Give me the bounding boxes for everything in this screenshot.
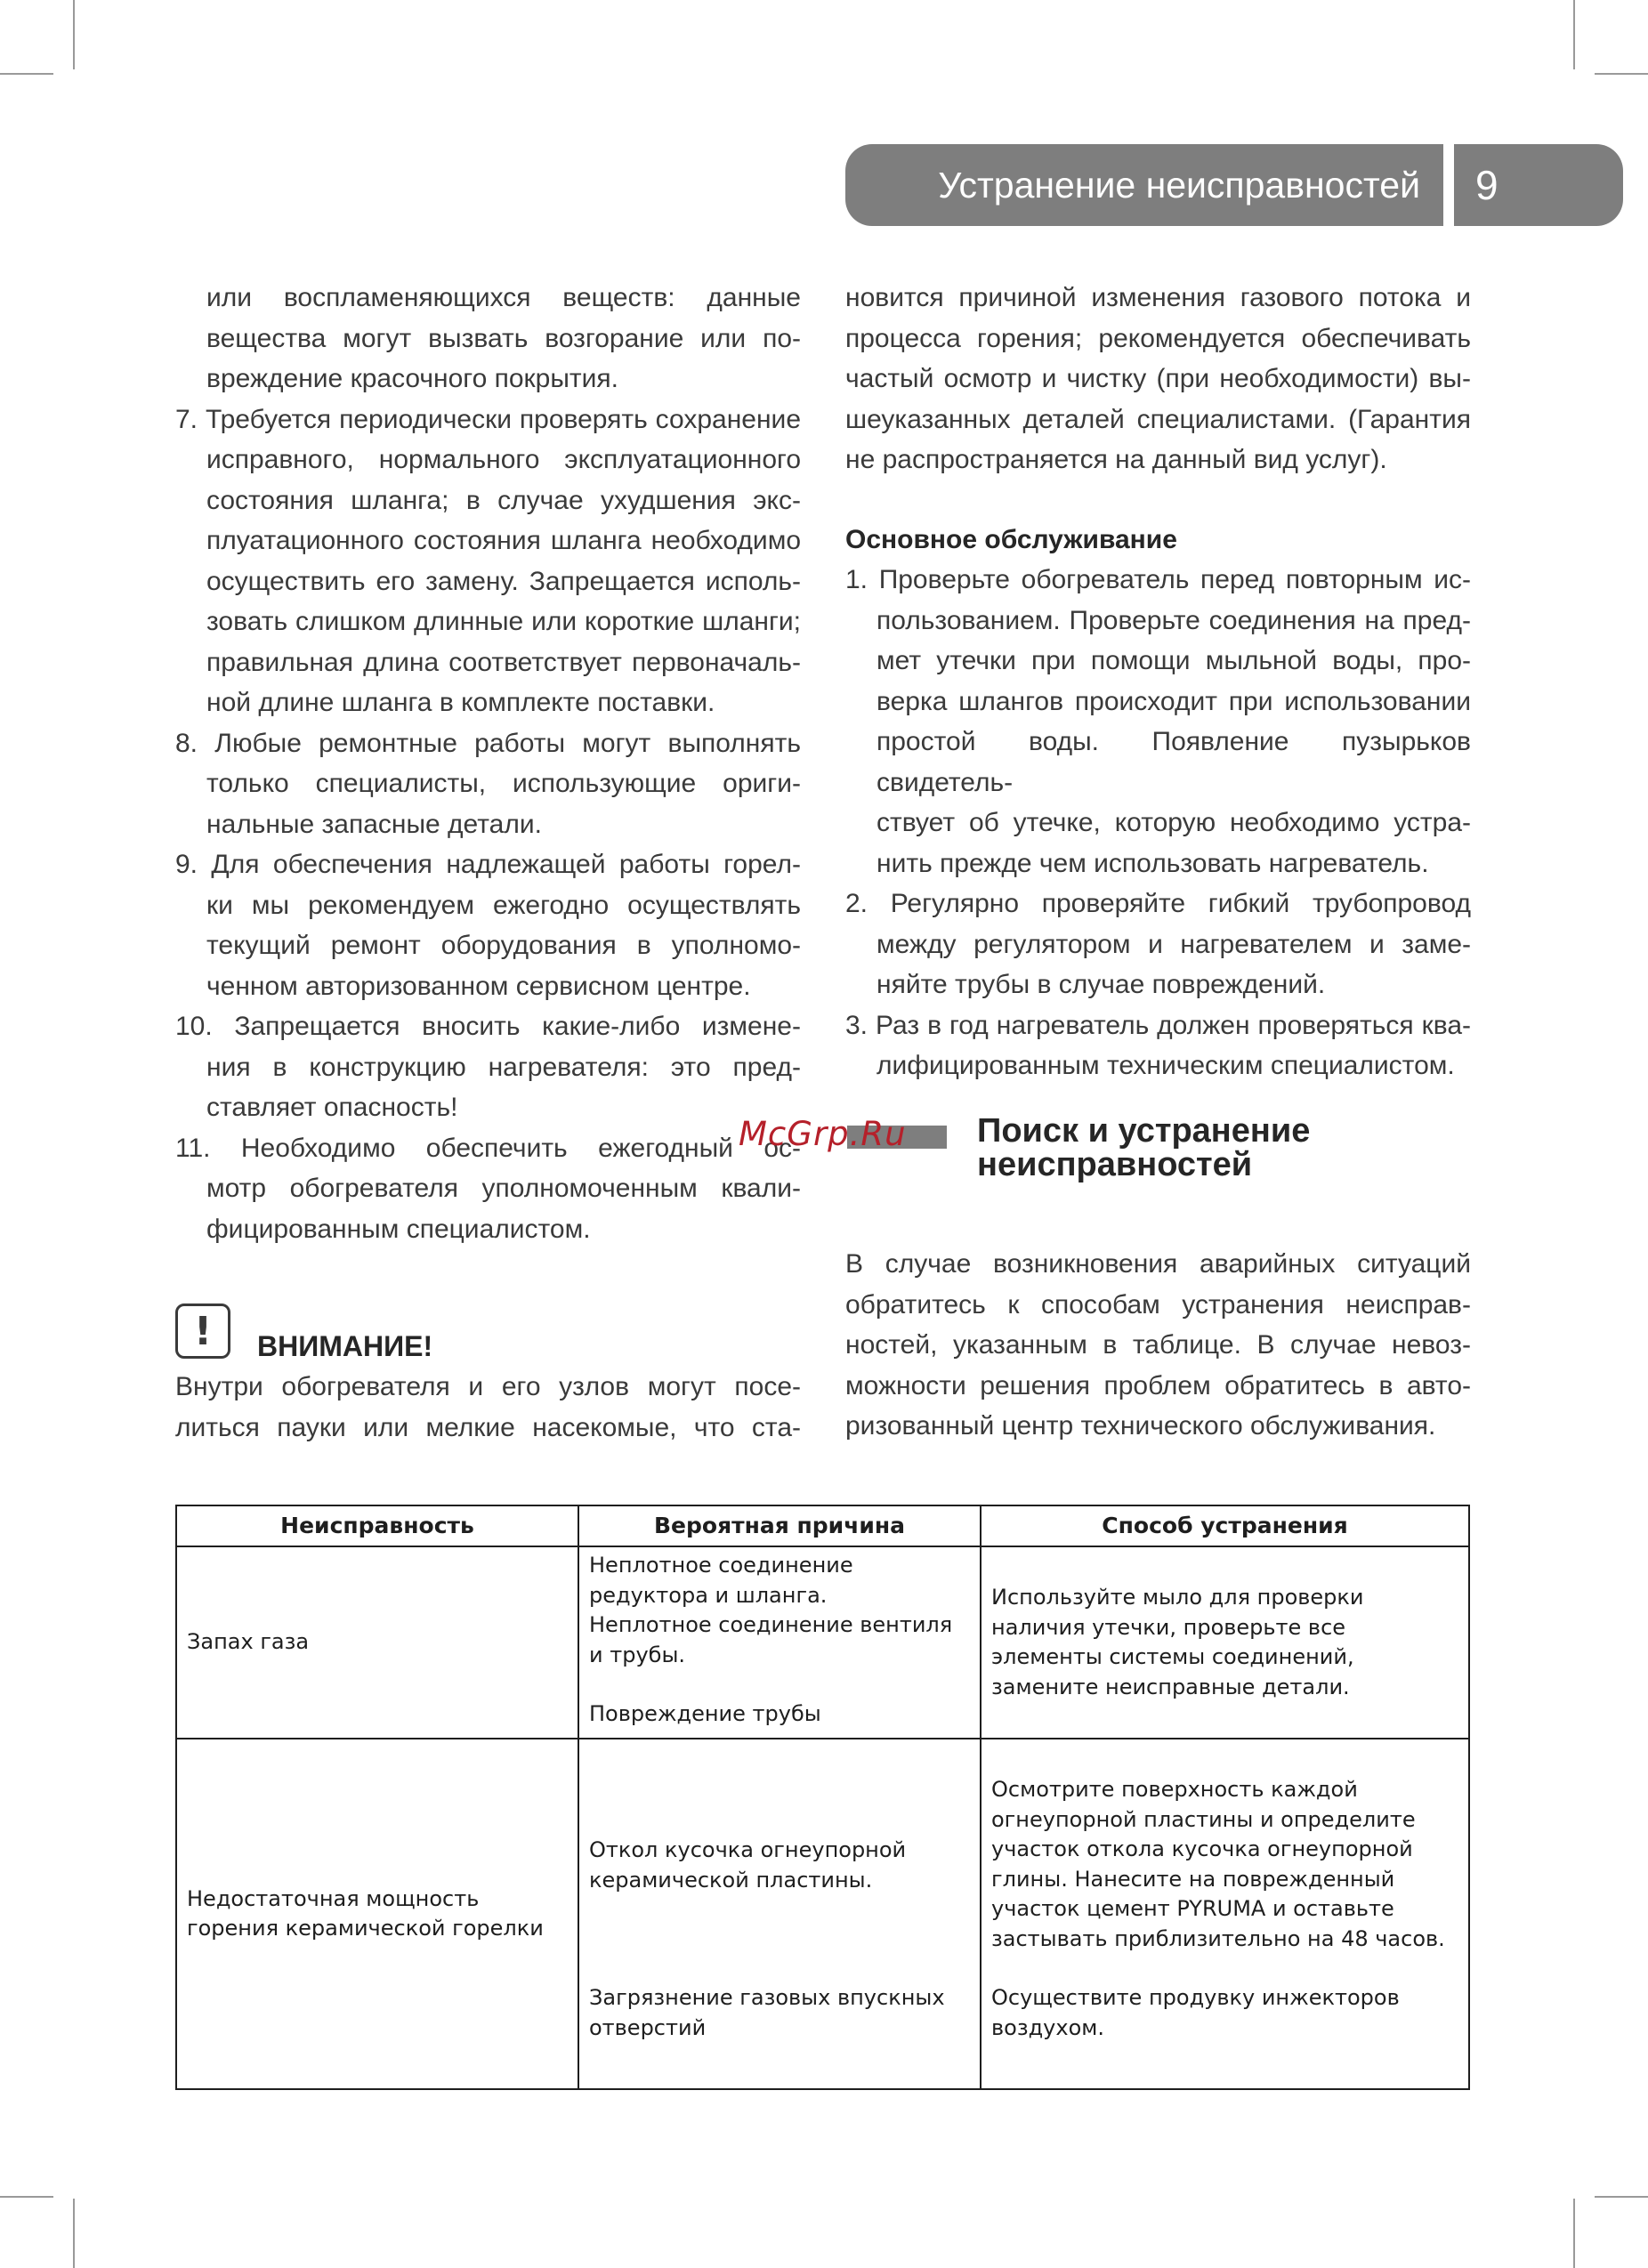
table-row — [176, 1546, 1469, 1739]
text-line: литься пауки или мелкие насекомые, что ста- — [175, 1412, 801, 1442]
text-line: 9. Для обеспечения надлежащей работы горел- — [175, 850, 801, 879]
remedy-cell: Используйте мыло для проверки наличия утечки, проверьте все элементы системы соединений, замените неисправные детали. — [981, 1546, 1469, 1739]
text-line: шеуказанных деталей специалистами. (Гарантия — [845, 404, 1471, 434]
warning-text — [175, 1367, 801, 1448]
text-line: частый осмотр и чистку (при необходимости) вы- — [845, 364, 1471, 393]
text-line: 1. Проверьте обогреватель перед повторным ис- — [845, 565, 1471, 594]
watermark: McGrp.Ru — [739, 1115, 907, 1153]
text-line: фицированным специалистом. — [206, 1214, 591, 1244]
crop-mark — [1595, 73, 1648, 75]
crop-mark — [0, 73, 53, 75]
cause-cell: Откол кусочка огнеупорной керамической пластины. Загрязнение газовых впускных отверстий — [578, 1739, 981, 2089]
text-line: 3. Раз в год нагреватель должен проверяться ква- — [845, 1010, 1471, 1040]
page-number-badge — [1454, 144, 1623, 226]
text-line: вреждение красочного покрытия. — [206, 364, 618, 393]
warning-title: ВНИМАНИЕ! — [257, 1330, 433, 1362]
text-line: только специалисты, использующие ориги- — [206, 769, 801, 798]
text-line: ризованный центр технического обслуживания. — [845, 1411, 1436, 1441]
text-line: вещества могут вызвать возгорание или по- — [206, 323, 801, 353]
text-line: новится причиной изменения газового потока и — [845, 283, 1471, 312]
text-line: нить прежде чем использовать нагреватель. — [877, 848, 1429, 878]
crop-mark — [73, 0, 75, 69]
column-header: Вероятная причина — [578, 1505, 981, 1546]
text-line: простой воды. Появление пузырьков свидетель- — [877, 727, 1471, 797]
text-line: верка шлангов происходит при использовании — [877, 686, 1471, 716]
section-heading: Поиск и устранение неисправностей — [977, 1112, 1311, 1183]
text-line: пользованием. Проверьте соединения на пред- — [877, 605, 1471, 635]
table-header-row — [176, 1505, 1469, 1546]
column-header: Способ устранения — [981, 1505, 1469, 1546]
crop-mark — [1595, 2196, 1648, 2198]
text-line: 2. Регулярно проверяйте гибкий трубопровод — [845, 889, 1471, 918]
text-line: ствует об утечке, которую необходимо устра- — [877, 808, 1471, 837]
text-line: ния в конструкцию нагревателя: это пред- — [206, 1052, 801, 1082]
text-line: мет утечки при помощи мыльной воды, про- — [877, 646, 1471, 675]
text-line: нальные запасные детали. — [206, 809, 542, 839]
text-line: исправного, нормального эксплуатационного — [206, 445, 801, 474]
crop-mark — [1573, 0, 1575, 69]
text-line: Внутри обогревателя и его узлов могут посе- — [175, 1372, 801, 1401]
text-line: или воспламеняющихся веществ: данные — [206, 283, 801, 312]
text-line: ченном авторизованном сервисном центре. — [206, 971, 751, 1001]
crop-mark — [73, 2199, 75, 2268]
exclamation-icon: ! — [175, 1303, 230, 1359]
maintenance-heading: Основное обслуживание — [845, 524, 1177, 554]
cause-cell: Неплотное соединение редуктора и шланга. Неплотное соединение вентиля и трубы. Повреждение трубы — [578, 1546, 981, 1739]
text-line: процесса горения; рекомендуется обеспечивать — [845, 323, 1471, 353]
text-line: лифицированным техническим специалистом. — [877, 1051, 1455, 1080]
text-line: текущий ремонт оборудования в уполномо- — [206, 931, 801, 960]
text-line: между регулятором и нагревателем и заме- — [877, 929, 1471, 959]
text-line: состояния шланга; в случае ухудшения экс- — [206, 485, 801, 515]
text-line: можности решения проблем обратитесь в авто- — [845, 1370, 1471, 1400]
text-line: 8. Любые ремонтные работы могут выполнять — [175, 728, 801, 758]
maintenance-list — [845, 560, 1471, 1086]
text-line: осуществить его замену. Запрещается исполь- — [206, 566, 801, 596]
fault-cell: Запах газа — [176, 1546, 578, 1739]
text-line: ностей, указанным в таблице. В случае невоз- — [845, 1330, 1471, 1360]
troubleshooting-table — [175, 1505, 1470, 2090]
text-line: 10. Запрещается вносить какие-либо измене- — [175, 1012, 801, 1041]
fault-cell: Недостаточная мощность горения керамической горелки — [176, 1739, 578, 2089]
crop-mark — [0, 2196, 53, 2198]
text-line: ки мы рекомендуем ежегодно осуществлять — [206, 890, 801, 920]
table-row — [176, 1739, 1469, 2089]
section-header — [845, 144, 1443, 226]
text-line: плуатационного состояния шланга необходимо — [206, 526, 801, 555]
column-header: Неисправность — [176, 1505, 578, 1546]
text-line: няйте трубы в случае повреждений. — [877, 970, 1326, 999]
text-line: ставляет опасность! — [206, 1093, 458, 1122]
section-title: Устранение неисправностей — [938, 164, 1420, 206]
text-line: 7. Требуется периодически проверять сохранение — [175, 404, 801, 434]
text-line: правильная длина соответствует первоначаль- — [206, 647, 801, 677]
text-line: не распространяется на данный вид услуг). — [845, 445, 1387, 474]
intro-paragraph — [845, 1244, 1471, 1447]
text-line: мотр обогревателя уполномоченным квали- — [206, 1174, 801, 1203]
text-line: В случае возникновения аварийных ситуаций — [845, 1249, 1471, 1279]
text-line: обратитесь к способам устранения неисправ- — [845, 1289, 1471, 1320]
remedy-cell: Осмотрите поверхность каждой огнеупорной пластины и определите участок откола кусочка огнеупорной глины. Нанесите на поврежденный участок цемент PYRUMA и оставьте застывать приблизительно на 48 часов. Осуществите продувку инжекторов воздухом. — [981, 1739, 1469, 2089]
page-number: 9 — [1475, 162, 1499, 208]
text-line: 11. Необходимо обеспечить ежегодный ос- — [175, 1133, 801, 1163]
right-column-top — [845, 278, 1471, 1086]
text-line: ной длине шланга в комплекте поставки. — [206, 688, 715, 717]
left-column — [175, 278, 801, 1249]
crop-mark — [1573, 2199, 1575, 2268]
text-line: зовать слишком длинные или короткие шланги; — [206, 607, 801, 636]
